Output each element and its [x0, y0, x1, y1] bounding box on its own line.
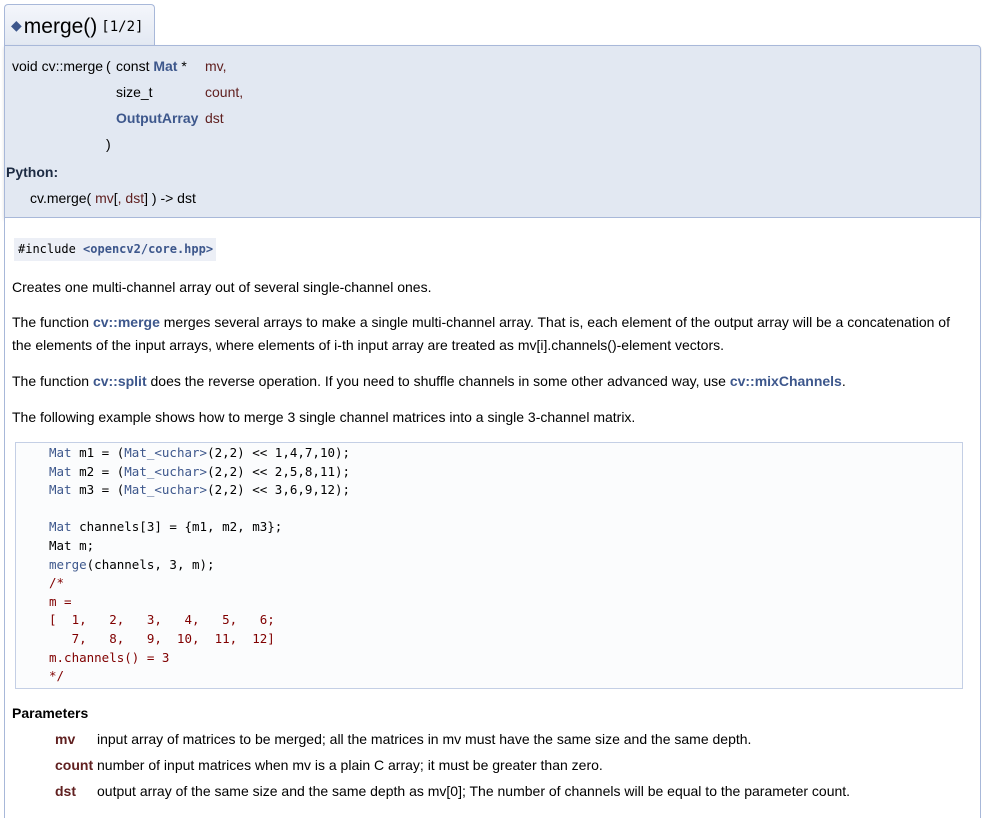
python-fn: cv.merge(	[30, 190, 92, 206]
code-text: m3 = (	[71, 482, 125, 497]
member-title-tab	[4, 4, 155, 46]
python-bracket-close: ]	[144, 190, 149, 206]
cv-split-link[interactable]: cv::split	[92, 373, 147, 389]
python-bracket-open: [	[113, 190, 118, 206]
code-mat-link[interactable]: Mat	[49, 464, 72, 479]
code-text: (2,2) << 1,4,7,10);	[207, 445, 351, 460]
pointer-star: *	[181, 58, 187, 74]
output-array-type-link[interactable]: OutputArray	[116, 110, 199, 126]
param-dst: dst	[205, 110, 224, 126]
python-param-mv: mv	[95, 190, 114, 206]
code-comment-line: [ 1, 2, 3, 4, 5, 6;	[49, 612, 275, 627]
code-text: (2,2) << 2,5,8,11);	[207, 464, 351, 479]
param-desc-mv: input array of matrices to be merged; all the matrices in mv must have the same size and the same depth.	[97, 731, 752, 747]
code-comment-line: m.channels() = 3	[49, 650, 170, 665]
code-line: Mat m;	[49, 538, 95, 553]
code-text: m1 = (	[71, 445, 125, 460]
code-text: m2 = (	[71, 464, 125, 479]
parameters-heading: Parameters	[12, 705, 89, 721]
python-return: ) -> dst	[151, 190, 196, 206]
diamond-icon: ◆	[11, 17, 22, 33]
param-name-dst: dst	[55, 783, 76, 799]
para2-pre: The function	[12, 373, 93, 389]
code-mat-link[interactable]: Mat	[49, 519, 72, 534]
code-line	[49, 556, 215, 574]
param-desc-dst: output array of the same size and the same depth as mv[0]; The number of channels will be equal to the parameter count.	[97, 783, 851, 799]
code-merge-link[interactable]: merge	[49, 557, 87, 572]
code-line	[49, 481, 350, 499]
code-mat-uchar-link[interactable]: Mat_<uchar>	[124, 464, 208, 479]
code-line	[49, 444, 350, 462]
param-type-1	[116, 56, 187, 76]
python-signature	[30, 188, 196, 208]
param-desc-count: number of input matrices when mv is a plain C array; it must be greater than zero.	[97, 757, 603, 773]
param-name-count: count	[55, 757, 94, 773]
code-mat-uchar-link[interactable]: Mat_<uchar>	[124, 445, 208, 460]
overload-indicator: [1/2]	[101, 19, 144, 35]
include-lt: <	[83, 242, 91, 256]
include-keyword: #include	[18, 242, 76, 256]
mat-type-link[interactable]: Mat	[153, 58, 178, 74]
para1-pre: The function	[12, 314, 93, 330]
code-text: channels[3] = {m1, m2, m3};	[71, 519, 283, 534]
include-directive	[14, 238, 216, 261]
python-param-dst: , dst	[117, 190, 145, 206]
return-type: void cv::merge	[12, 58, 104, 74]
cv-mixchannels-link[interactable]: cv::mixChannels	[729, 373, 842, 389]
code-comment-line: m =	[49, 594, 72, 609]
para2-post: .	[841, 373, 846, 389]
description-paragraph-1	[12, 311, 962, 357]
param-count: count,	[205, 84, 244, 100]
code-text: (2,2) << 3,6,9,12);	[207, 482, 351, 497]
para1-post: merges several arrays to make a single multi-channel array. That is, each element of the output array will be a concatenation of the elements of the input arrays, where elements of i-th input array are treated as mv[i].channels()-element vectors.	[12, 314, 950, 353]
param-type-2: size_t	[116, 84, 153, 100]
open-paren: (	[106, 58, 111, 74]
description-paragraph-2	[12, 370, 962, 393]
code-comment-line: 7, 8, 9, 10, 11, 12]	[49, 631, 275, 646]
param-name-mv: mv	[55, 731, 76, 747]
code-line	[49, 518, 282, 536]
brief-description: Creates one multi-channel array out of several single-channel ones.	[12, 279, 432, 295]
code-comment-line: */	[49, 668, 65, 683]
code-mat-link[interactable]: Mat	[49, 445, 72, 460]
code-mat-uchar-link[interactable]: Mat_<uchar>	[124, 482, 208, 497]
code-comment-line: /*	[49, 575, 65, 590]
include-header: opencv2/core.hpp	[90, 242, 206, 256]
code-line	[49, 463, 350, 481]
const-keyword: const	[116, 58, 150, 74]
python-label: Python:	[6, 164, 59, 180]
code-mat-link[interactable]: Mat	[49, 482, 72, 497]
code-example	[15, 442, 963, 689]
description-paragraph-3: The following example shows how to merge 3 single channel matrices into a single 3-channel matrix.	[12, 409, 636, 425]
function-name: merge()	[23, 15, 98, 38]
cv-merge-link[interactable]: cv::merge	[92, 314, 160, 330]
header-link[interactable]	[83, 242, 213, 256]
include-gt: >	[205, 242, 214, 256]
code-text: (channels, 3, m);	[86, 557, 215, 572]
close-paren: )	[106, 136, 111, 152]
para2-mid: does the reverse operation. If you need to shuffle channels in some other advanced way, use	[146, 373, 730, 389]
param-mv: mv,	[205, 58, 227, 74]
